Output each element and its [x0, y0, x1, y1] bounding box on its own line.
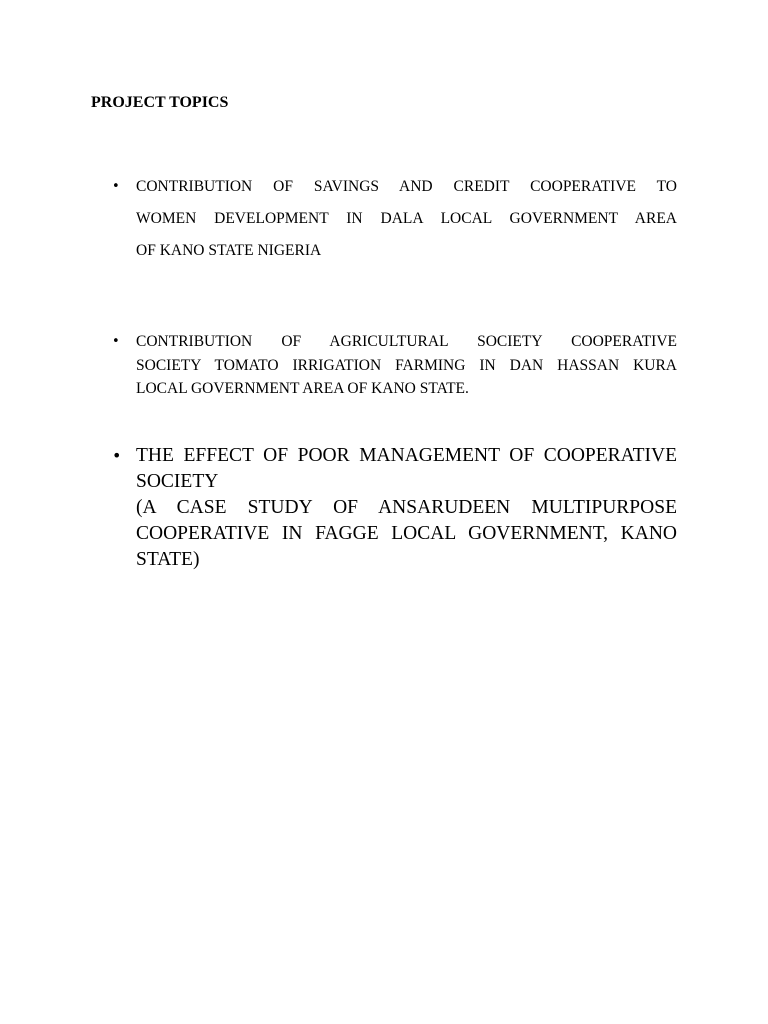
list-item	[112, 171, 677, 267]
topic-line: (A CASE STUDY OF ANSARUDEEN MULTIPURPOSE	[136, 497, 677, 518]
topic-text	[136, 171, 677, 267]
topic-line: LOCAL GOVERNMENT AREA OF KANO STATE.	[136, 380, 469, 397]
bullet-icon: •	[112, 179, 120, 194]
topic-line: SOCIETY	[136, 471, 219, 492]
topic-line: COOPERATIVE IN FAGGE LOCAL GOVERNMENT, KANO	[136, 523, 677, 544]
topic-line: CONTRIBUTION OF SAVINGS AND CREDIT COOPERATIVE TO	[136, 178, 677, 195]
topic-line: THE EFFECT OF POOR MANAGEMENT OF COOPERATIVE	[136, 445, 677, 466]
list-item	[112, 330, 677, 401]
bullet-icon: •	[112, 334, 120, 349]
topic-line: WOMEN DEVELOPMENT IN DALA LOCAL GOVERNMENT AREA	[136, 210, 677, 227]
topic-text	[136, 330, 677, 401]
bullet-icon: •	[112, 446, 122, 465]
topic-line: STATE)	[136, 549, 200, 570]
topic-line: SOCIETY TOMATO IRRIGATION FARMING IN DAN HASSAN KURA	[136, 356, 677, 374]
page-title: PROJECT TOPICS	[91, 94, 229, 111]
topic-text	[136, 443, 677, 573]
topic-line: CONTRIBUTION OF AGRICULTURAL SOCIETY COOPERATIVE	[136, 333, 677, 350]
topic-line: OF KANO STATE NIGERIA	[136, 242, 322, 259]
list-item	[112, 443, 677, 573]
